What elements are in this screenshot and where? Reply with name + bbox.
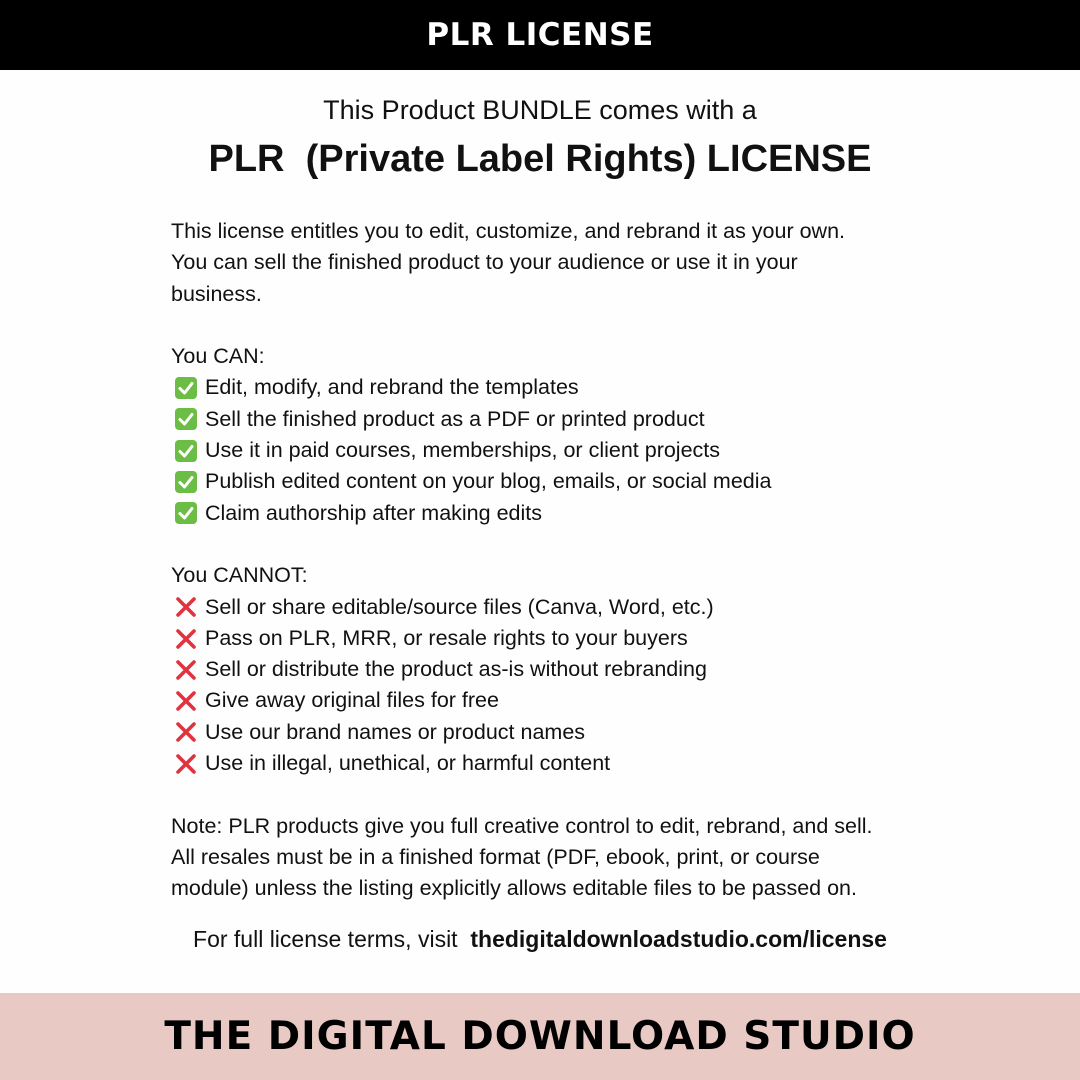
header-bar [0,0,1080,70]
spacer [171,310,931,341]
cross-mark-icon [175,659,197,681]
description-line-1: This license entitles you to edit, customize, and rebrand it as your own. [171,219,846,243]
can-list-item [171,435,931,466]
cannot-item-text: Give away original files for free [205,688,499,713]
note-line-2: All resales must be in a finished format (PDF, ebook, print, or course [171,844,820,869]
cannot-list-item [171,717,931,748]
cross-mark-icon [175,753,197,775]
check-mark-icon [175,377,197,399]
cannot-list-item [171,685,931,716]
license-terms-line [0,922,1080,956]
brand-name: THE DIGITAL DOWNLOAD STUDIO [164,1014,916,1059]
note-line-3: module) unless the listing explicitly allows editable files to be passed on. [171,876,857,901]
header-title: PLR LICENSE [426,17,654,53]
check-mark-icon [175,408,197,430]
intro-line: This Product BUNDLE comes with a [323,95,757,125]
can-item-text: Sell the finished product as a PDF or printed product [205,406,705,431]
cross-mark-icon [175,690,197,712]
check-mark-icon [175,471,197,493]
can-list-item [171,372,931,403]
license-heading: PLR (Private Label Rights) LICENSE [208,138,872,180]
cross-mark-icon [175,596,197,618]
license-terms-link[interactable]: thedigitaldownloadstudio.com/license [470,926,887,952]
can-label: You CAN: [171,344,265,369]
cannot-list-item [171,654,931,685]
footer-bar [0,993,1080,1080]
can-list-item [171,498,931,529]
can-item-text: Publish edited content on your blog, emails, or social media [205,469,772,494]
cross-mark-icon [175,628,197,650]
cannot-item-text: Sell or distribute the product as-is without rebranding [205,657,707,682]
cannot-item-text: Use in illegal, unethical, or harmful content [205,751,611,776]
cannot-list-item [171,592,931,623]
check-mark-icon [175,440,197,462]
can-item-text: Use it in paid courses, memberships, or client projects [205,438,721,463]
cannot-list-item [171,748,931,779]
can-list [171,372,931,528]
description-line-3: business. [171,281,262,306]
cannot-list-item [171,623,931,654]
license-content [171,216,931,905]
can-list-item [171,466,931,497]
note-line-1: Note: PLR products give you full creative control to edit, rebrand, and sell. [171,813,873,838]
terms-prefix: For full license terms, visit [193,926,471,952]
cannot-label: You CANNOT: [171,563,308,588]
check-mark-icon [175,502,197,524]
spacer [171,779,931,810]
can-item-text: Claim authorship after making edits [205,500,542,525]
cannot-list [171,592,931,780]
can-list-item [171,404,931,435]
description-line-2: You can sell the finished product to your audience or use it in your [171,250,798,275]
cross-mark-icon [175,721,197,743]
cannot-item-text: Pass on PLR, MRR, or resale rights to your buyers [205,625,688,650]
spacer [171,529,931,560]
cannot-item-text: Sell or share editable/source files (Canva, Word, etc.) [205,594,714,619]
cannot-item-text: Use our brand names or product names [205,719,586,744]
can-item-text: Edit, modify, and rebrand the templates [205,375,579,400]
